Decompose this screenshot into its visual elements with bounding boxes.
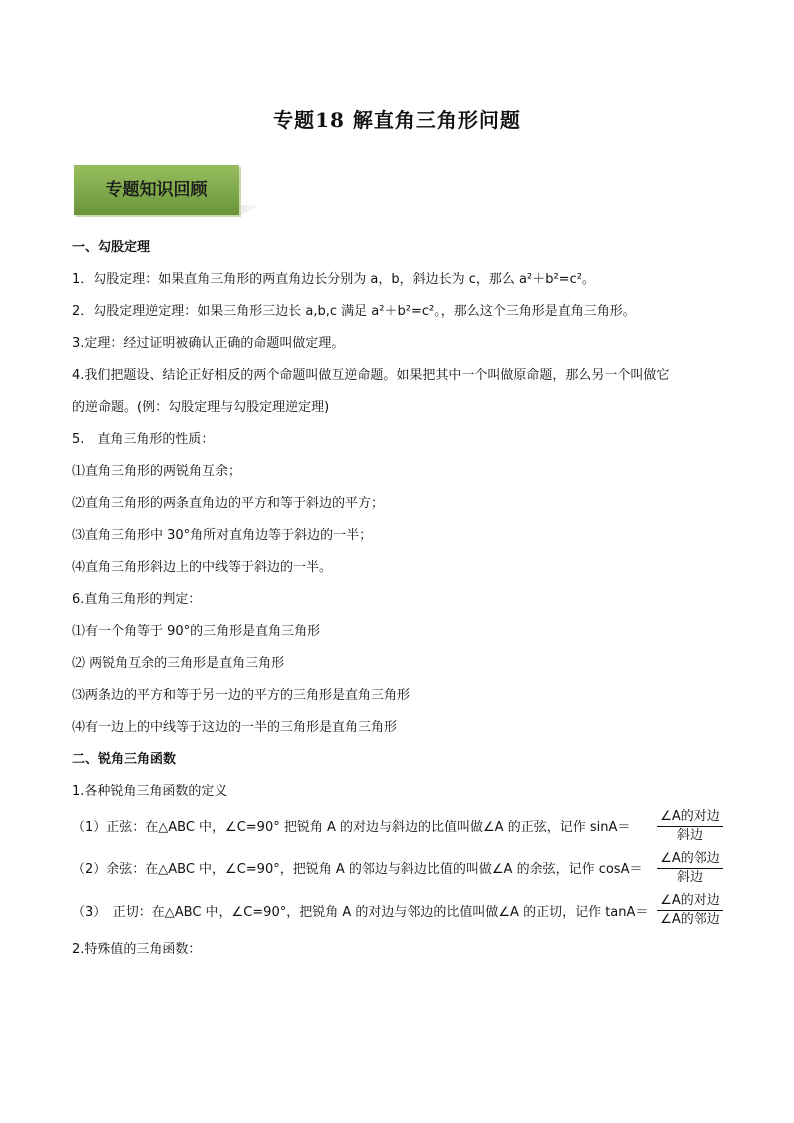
list-item-criterion-1: ⑴有一个角等于 90°的三角形是直角三角形 [72, 624, 321, 639]
section-heading-pythagorean: 一、勾股定理 [72, 240, 151, 255]
paragraph-trig-definitions: 1.各种锐角三角函数的定义 [72, 784, 228, 799]
sine-fraction [657, 808, 723, 845]
paragraph-right-triangle-criteria: 6.直角三角形的判定： [72, 592, 202, 607]
tangent-numerator: ∠A的对边 [657, 892, 723, 911]
list-item-criterion-3: ⑶两条边的平方和等于另一边的平方的三角形是直角三角形 [72, 688, 411, 703]
cosine-denominator: 斜边 [676, 870, 703, 885]
page-title: 专题18 解直角三角形问题 [273, 108, 521, 132]
list-item-property-1: ⑴直角三角形的两锐角互余； [72, 464, 242, 479]
cosine-fraction [657, 850, 723, 887]
sine-numerator: ∠A的对边 [657, 808, 723, 827]
list-item-property-2: ⑵直角三角形的两条直角边的平方和等于斜边的平方； [72, 496, 385, 511]
sine-denominator: 斜边 [676, 828, 703, 843]
tangent-denominator: ∠A的邻边 [660, 912, 720, 927]
cosine-numerator: ∠A的邻边 [657, 850, 723, 869]
list-item-property-4: ⑷直角三角形斜边上的中线等于斜边的一半。 [72, 560, 333, 575]
paragraph-pythagorean-theorem: 1．勾股定理：如果直角三角形的两直角边长分别为 a，b，斜边长为 c，那么 a²＋b²=c²。 [72, 272, 595, 287]
paragraph-converse-theorem: 2．勾股定理逆定理：如果三角形三边长 a,b,c 满足 a²＋b²=c²。，那么这个三角形是直角三角形。 [72, 304, 636, 319]
tangent-fraction [657, 892, 723, 929]
paragraph-tangent-definition: （3） 正切：在△ABC 中，∠C=90°，把锐角 A 的对边与邻边的比值叫做∠A 的正切，记作 tanA＝ [72, 905, 649, 920]
paragraph-inverse-propositions-cont: 的逆命题。(例：勾股定理与勾股定理逆定理) [72, 400, 330, 415]
paragraph-inverse-propositions: 4.我们把题设、结论正好相反的两个命题叫做互逆命题。如果把其中一个叫做原命题，那么另一个叫做它 [72, 368, 670, 383]
paragraph-sine-definition: （1）正弦：在△ABC 中，∠C=90° 把锐角 A 的对边与斜边的比值叫做∠A 的正弦，记作 sinA＝ [72, 820, 631, 835]
section-heading-trig-functions: 二、锐角三角函数 [72, 752, 177, 767]
section-banner-label: 专题知识回顾 [105, 180, 208, 200]
paragraph-special-values: 2.特殊值的三角函数： [72, 942, 202, 957]
paragraph-right-triangle-properties: 5. 直角三角形的性质： [72, 432, 215, 447]
paragraph-cosine-definition: （2）余弦：在△ABC 中，∠C=90°，把锐角 A 的邻边与斜边比值的叫做∠A 的余弦，记作 cosA＝ [72, 862, 643, 877]
paragraph-theorem-definition: 3.定理：经过证明被确认正确的命题叫做定理。 [72, 336, 345, 351]
list-item-criterion-2: ⑵ 两锐角互余的三角形是直角三角形 [72, 656, 285, 671]
list-item-criterion-4: ⑷有一边上的中线等于这边的一半的三角形是直角三角形 [72, 720, 398, 735]
list-item-property-3: ⑶直角三角形中 30°角所对直角边等于斜边的一半； [72, 528, 373, 543]
